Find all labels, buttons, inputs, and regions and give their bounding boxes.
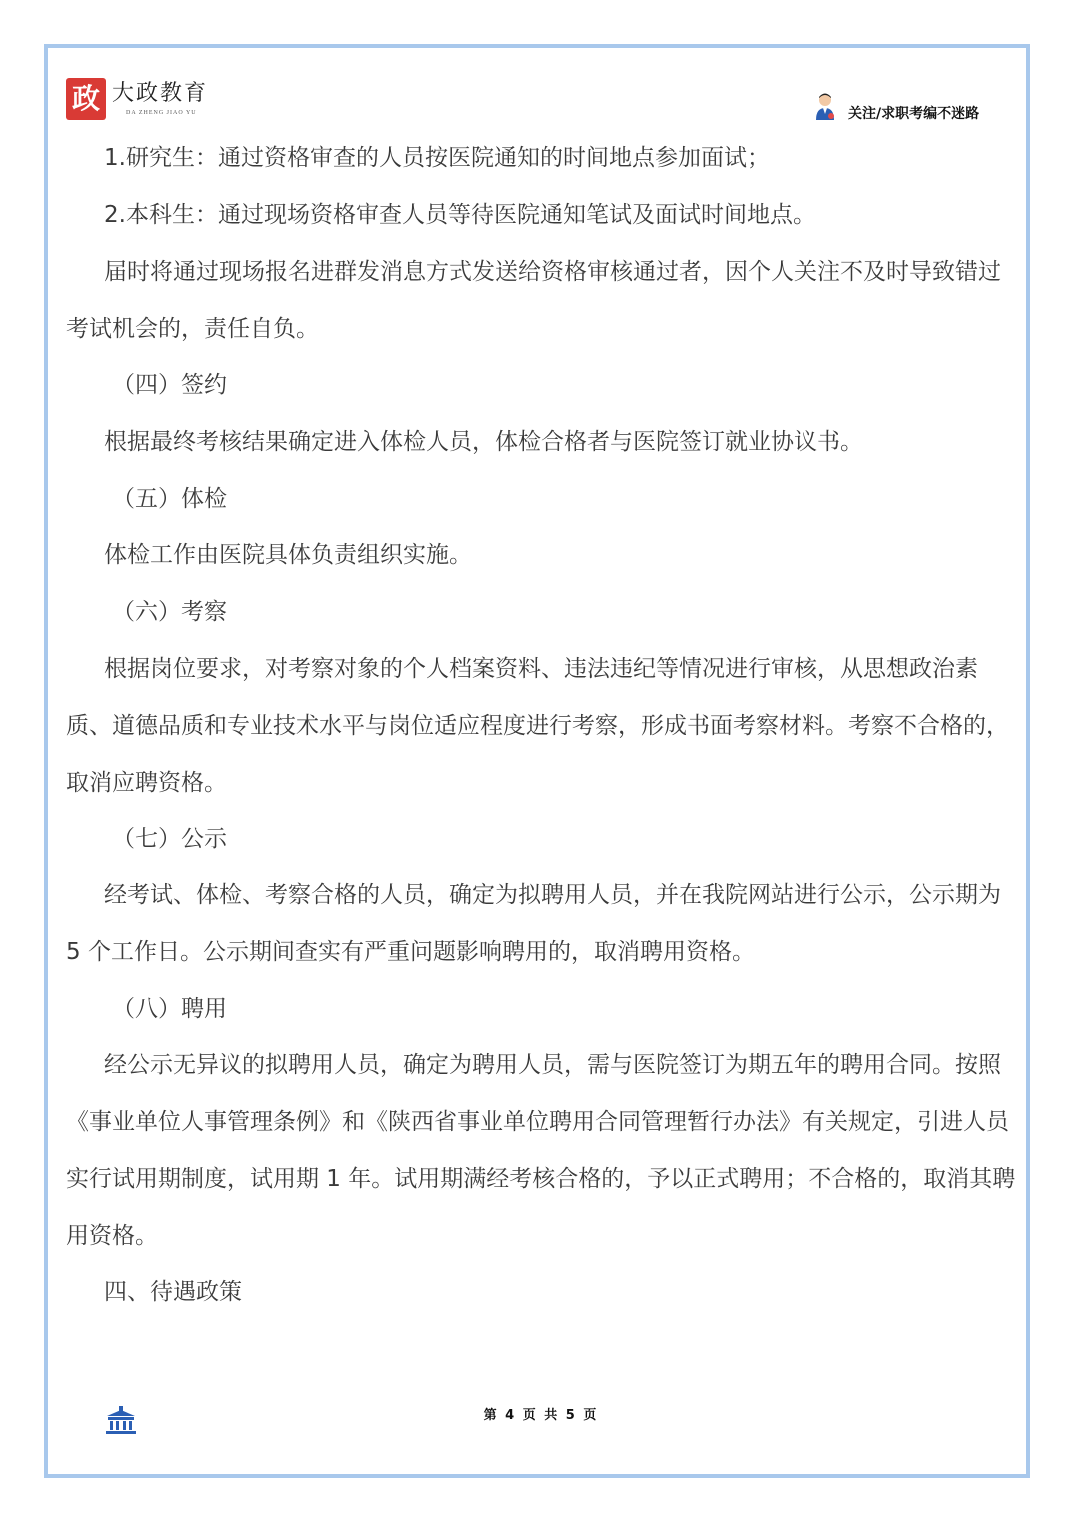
building-icon	[104, 1405, 138, 1435]
slogan-text: 关注/求职考编不迷路	[848, 106, 980, 122]
logo-subtitle: DA ZHENG JIAO YU	[126, 110, 197, 116]
page-number: 第 4 页 共 5 页	[483, 1408, 597, 1423]
logo-title: 大政教育	[112, 81, 209, 106]
heading-publicity: （七）公示	[112, 826, 227, 852]
person-avatar-icon	[814, 92, 836, 122]
paragraph-graduate: 1.研究生：通过资格审查的人员按医院通知的时间地点参加面试；	[104, 145, 770, 171]
paragraph-employment: 经公示无异议的拟聘用人员，确定为聘用人员，需与医院签订为期五年的聘用合同。按照《事业单位人事管理条例》和《陕西省事业单位聘用合同管理暂行办法》有关规定，引进人员实行试用期制度，试用期 1 年。试用期满经考核合格的，予以正式聘用；不合格的，取消其聘用资格。	[66, 1052, 1016, 1249]
heading-medical-exam: （五）体检	[112, 486, 227, 512]
heading-inspection: （六）考察	[112, 599, 227, 625]
paragraph-signing: 根据最终考核结果确定进入体检人员，体检合格者与医院签订就业协议书。	[104, 429, 863, 455]
heading-benefits: 四、待遇政策	[104, 1279, 242, 1305]
paragraph-publicity: 经考试、体检、考察合格的人员，确定为拟聘用人员，并在我院网站进行公示，公示期为 5 个工作日。公示期间查实有严重问题影响聘用的，取消聘用资格。	[66, 882, 1001, 965]
brand-logo	[66, 78, 216, 122]
paragraph-inspection: 根据岗位要求，对考察对象的个人档案资料、违法违纪等情况进行审核，从思想政治素质、道德品质和专业技术水平与岗位适应程度进行考察，形成书面考察材料。考察不合格的，取消应聘资格。	[66, 656, 1009, 796]
logo-mark: 政	[66, 78, 106, 120]
paragraph-medical-exam: 体检工作由医院具体负责组织实施。	[104, 542, 472, 568]
paragraph-notice: 届时将通过现场报名进群发消息方式发送给资格审核通过者，因个人关注不及时导致错过考试机会的，责任自负。	[66, 259, 1001, 342]
paragraph-undergraduate: 2.本科生：通过现场资格审查人员等待医院通知笔试及面试时间地点。	[104, 202, 816, 228]
heading-signing: （四）签约	[112, 372, 227, 398]
heading-employment: （八）聘用	[112, 996, 227, 1022]
